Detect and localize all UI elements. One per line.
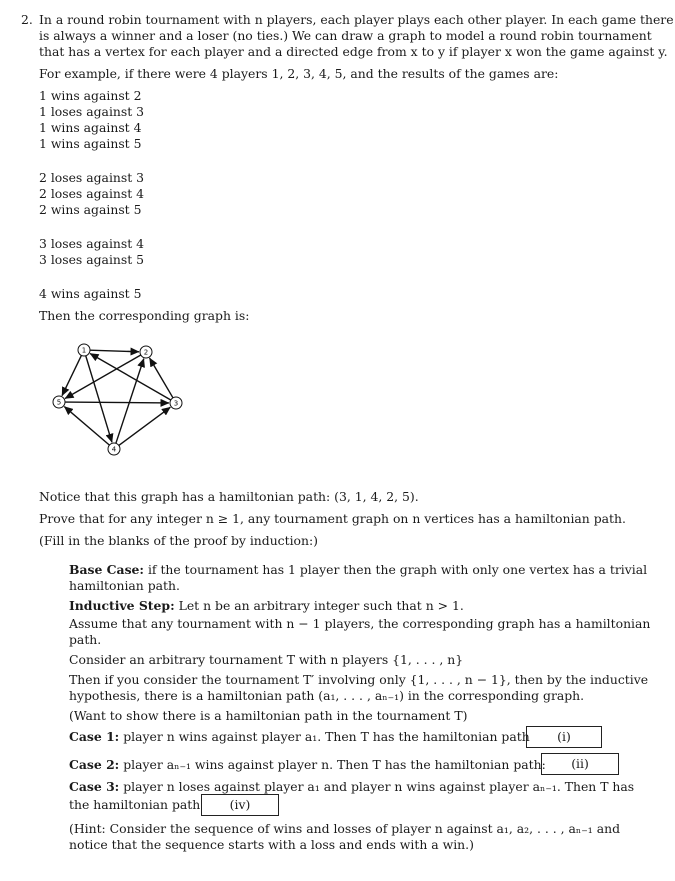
problem-number: 2. xyxy=(21,12,33,27)
notice-line: Notice that this graph has a hamiltonian path: (3, 1, 4, 2, 5). xyxy=(39,489,419,504)
assumption: Assume that any tournament with n − 1 players, the corresponding graph has a hamiltonian xyxy=(69,616,651,631)
graph-node-label: 1 xyxy=(81,346,87,355)
result-item: 2 loses against 3 xyxy=(39,170,145,185)
intro-line: is always a winner and a loser (no ties.) We can draw a graph to model a round robin tournament xyxy=(39,28,652,43)
base-case xyxy=(69,562,647,578)
blank-ii-field[interactable]: (ii) xyxy=(541,753,619,775)
graph-node-label: 3 xyxy=(173,399,179,408)
hint-line: notice that the sequence starts with a loss and ends with a win.) xyxy=(69,837,474,852)
edge-1-to-5 xyxy=(62,355,81,395)
edge-3-to-2 xyxy=(150,358,173,398)
blank-i-field[interactable]: (i) xyxy=(526,726,602,748)
result-item: 1 wins against 2 xyxy=(39,88,142,103)
inductive-hypothesis: hypothesis, there is a hamiltonian path (a₁, . . . , aₙ₋₁) in the corresponding graph. xyxy=(69,688,585,703)
example-line: For example, if there were 4 players 1, 2, 3, 4, 5, and the results of the games are: xyxy=(39,66,559,81)
fill-line: (Fill in the blanks of the proof by induction:) xyxy=(39,533,319,548)
edge-1-to-2 xyxy=(90,350,139,352)
case-2 xyxy=(69,757,546,773)
base-case-text: if the tournament has 1 player then the graph with only one vertex has a trivial xyxy=(147,562,648,577)
case-1-label: Case 1: xyxy=(69,729,120,744)
result-item: 1 wins against 5 xyxy=(39,136,142,151)
base-case-label: Base Case: xyxy=(69,562,144,577)
blank-iv-field[interactable]: (iv) xyxy=(201,794,279,816)
case-1 xyxy=(69,729,530,745)
inductive-step-text: Let n be an arbitrary integer such that n > 1. xyxy=(178,598,464,613)
goal-line: (Want to show there is a hamiltonian path in the tournament T) xyxy=(69,708,468,723)
result-item: 2 loses against 4 xyxy=(39,186,145,201)
case-3-text: the hamiltonian path xyxy=(69,797,201,812)
inductive-step xyxy=(69,598,464,614)
result-item: 3 loses against 4 xyxy=(39,236,145,251)
prove-line: Prove that for any integer n ≥ 1, any tournament graph on n vertices has a hamiltonian path. xyxy=(39,511,626,526)
intro-line: In a round robin tournament with n players, each player plays each other player. In each game there xyxy=(39,12,674,27)
result-item: 3 loses against 5 xyxy=(39,252,145,267)
consider-line: Consider an arbitrary tournament T with n players {1, . . . , n} xyxy=(69,652,464,667)
case-3-label: Case 3: xyxy=(69,779,120,794)
result-item: 1 wins against 4 xyxy=(39,120,142,135)
case-3 xyxy=(69,779,634,795)
case-3-text: player n loses against player a₁ and player n wins against player aₙ₋₁. Then T has xyxy=(123,779,635,794)
intro-line: that has a vertex for each player and a directed edge from x to y if player x won the game against y. xyxy=(39,44,668,59)
case-2-text: player aₙ₋₁ wins against player n. Then T has the hamiltonian path: xyxy=(123,757,546,772)
edge-1-to-4 xyxy=(86,356,112,443)
graph-node-label: 5 xyxy=(56,398,62,407)
hint-line: (Hint: Consider the sequence of wins and losses of player n against a₁, a₂, . . . , aₙ₋₁ and xyxy=(69,821,621,836)
graph-caption: Then the corresponding graph is: xyxy=(39,308,250,323)
assumption: path. xyxy=(69,632,102,647)
graph-node-label: 2 xyxy=(143,348,149,357)
graph-node-label: 4 xyxy=(111,445,117,454)
result-item: 2 wins against 5 xyxy=(39,202,142,217)
inductive-hypothesis: Then if you consider the tournament T′ involving only {1, . . . , n − 1}, then by the inductive xyxy=(69,672,649,687)
case-2-label: Case 2: xyxy=(69,757,120,772)
base-case-text: hamiltonian path. xyxy=(69,578,180,593)
result-item: 4 wins against 5 xyxy=(39,286,142,301)
result-item: 1 loses against 3 xyxy=(39,104,145,119)
edge-5-to-3 xyxy=(65,402,169,403)
inductive-step-label: Inductive Step: xyxy=(69,598,175,613)
case-1-text: player n wins against player a₁. Then T has the hamiltonian path xyxy=(123,729,530,744)
